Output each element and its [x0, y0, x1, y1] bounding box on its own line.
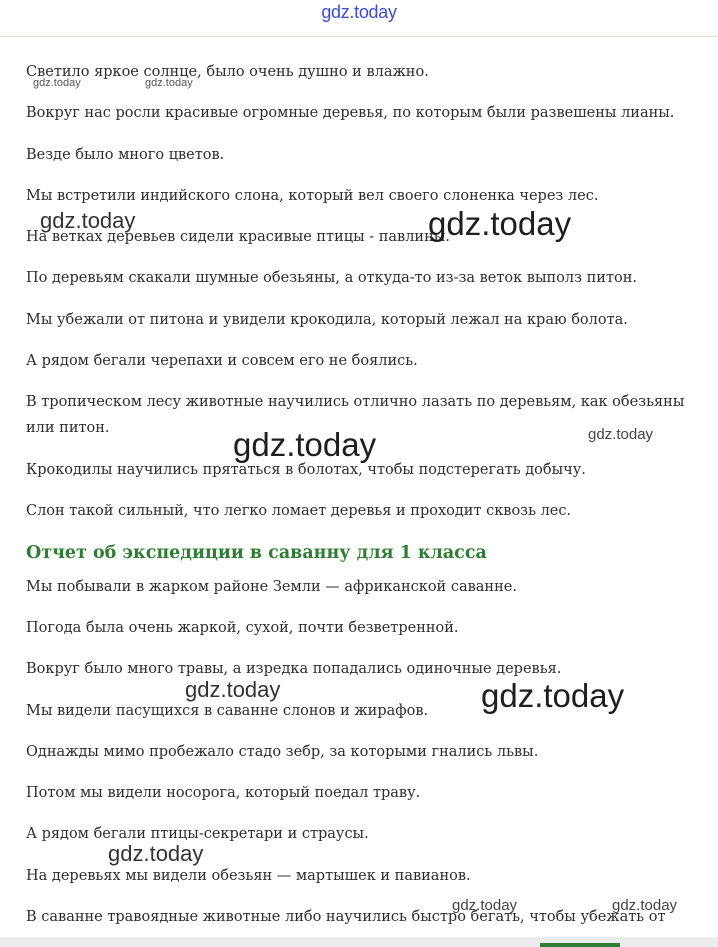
paragraph: А рядом бегали птицы-секретари и страусы. — [26, 826, 369, 842]
paragraph: По деревьям скакали шумные обезьяны, а откуда-то из-за веток выполз питон. — [26, 270, 637, 286]
paragraph: Потом мы видели носорога, который поедал траву. — [26, 785, 421, 801]
paragraph: Вокруг было много травы, а изредка попадались одиночные деревья. — [26, 661, 562, 677]
watermark: gdz.today — [452, 897, 518, 914]
paragraph: Слон такой сильный, что легко ломает деревья и проходит сквозь лес. — [26, 503, 572, 519]
site-header — [0, 0, 718, 37]
paragraph: Светило яркое солнце, было очень душно и влажно. — [26, 64, 429, 80]
watermark: gdz.today — [612, 897, 678, 914]
paragraph: Мы видели пасущихся в саванне слонов и жирафов. — [26, 703, 429, 719]
watermark: gdz.today — [40, 208, 136, 233]
paragraph: Мы побывали в жарком районе Земли — африканской саванне. — [26, 579, 517, 595]
paragraph: В саванне травоядные животные либо научились быстро бегать, чтобы убежать от — [26, 909, 666, 925]
paragraph: Мы убежали от питона и увидели крокодила, который лежал на краю болота. — [26, 312, 628, 328]
watermark: gdz.today — [233, 426, 377, 463]
paragraph: Погода была очень жаркой, сухой, почти безветренной. — [26, 620, 459, 636]
watermark: gdz.today — [145, 77, 193, 89]
section-heading: Отчет об экспедиции в саванну для 1 класса — [26, 543, 487, 563]
paragraph: В тропическом лесу животные научились отлично лазать по деревьям, как обезьяны или питон. — [26, 394, 685, 436]
paragraph: Однажды мимо пробежало стадо зебр, за которыми гнались львы. — [26, 744, 539, 760]
paragraph: А рядом бегали черепахи и совсем его не боялись. — [26, 353, 418, 369]
watermark: gdz.today — [481, 677, 625, 714]
paragraph: Везде было много цветов. — [26, 147, 225, 163]
paragraph: Вокруг нас росли красивые огромные деревья, по которым были развешены лианы. — [26, 105, 675, 121]
watermark: gdz.today — [185, 677, 281, 702]
footer-accent-button[interactable] — [540, 943, 620, 947]
paragraph: На ветках деревьев сидели красивые птицы - павлины. — [26, 229, 450, 245]
watermark: gdz.today — [588, 426, 654, 443]
paragraph: Крокодилы научились прятаться в болотах, чтобы подстерегать добычу. — [26, 462, 586, 478]
watermark: gdz.today — [108, 841, 204, 866]
site-logo[interactable]: gdz.today — [321, 2, 397, 22]
watermark: gdz.today — [33, 77, 81, 89]
watermark: gdz.today — [428, 205, 572, 242]
paragraph: Мы встретили индийского слона, который вел своего слоненка через лес. — [26, 188, 599, 204]
paragraph: На деревьях мы видели обезьян — мартышек и павианов. — [26, 868, 471, 884]
